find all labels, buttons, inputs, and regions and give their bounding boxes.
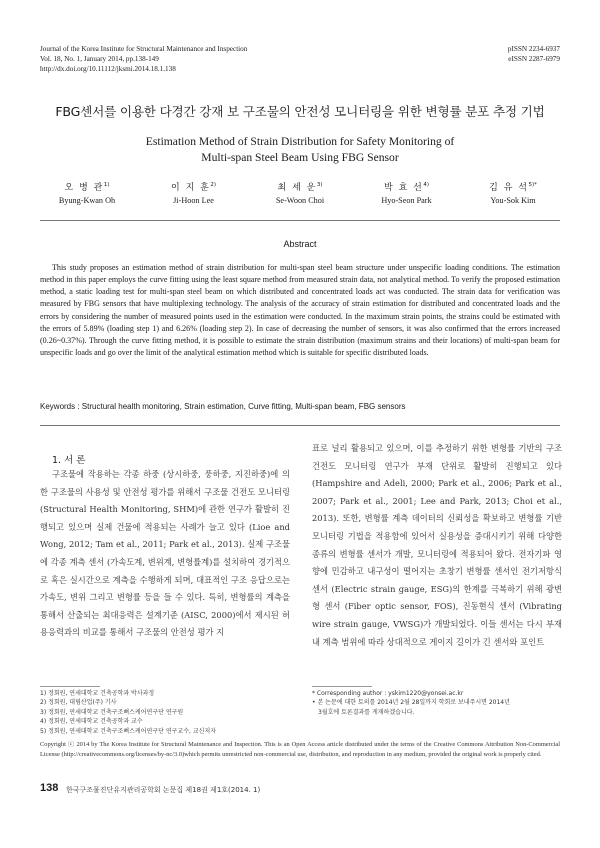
section-title: 1. 서 론 — [52, 455, 86, 466]
author — [358, 180, 456, 205]
eissn: eISSN 2287-6979 — [508, 55, 560, 64]
journal-name: Journal of the Korea Institute for Structural Maintenance and Inspection — [40, 45, 248, 53]
footnotes-left — [40, 686, 290, 736]
body-column-right — [312, 440, 562, 651]
footnote: • 본 논문에 대한 토의를 2014년 2월 28일까지 학회로 보내주시면 2014년 — [312, 699, 510, 707]
english-title-line1: Estimation Method of Strain Distribution for Safety Monitoring of — [145, 135, 455, 148]
author-name-ko: 최 세 운 — [277, 183, 317, 193]
footer-journal: 한국구조물진단유지관리공학회 논문집 제18권 제1호(2014. 1) — [66, 786, 261, 794]
footnote: 1) 정회원, 연세대학교 건축공학과 박사과정 — [40, 690, 155, 697]
author-name-en: Byung-Kwan Oh — [58, 196, 116, 205]
footnote: 5) 정회원, 연세대학교 건축구조뼈스케어연구단 연구교수, 교신저자 — [40, 727, 217, 735]
author-name-en: Ji-Hoon Lee — [173, 196, 214, 205]
corresponding-author: * Corresponding author : yskim1220@yonsei.ac.kr — [312, 690, 464, 697]
page-number: 138 — [40, 782, 59, 794]
footnote: 2) 정회원, 대림산업(주) 기사 — [40, 699, 117, 707]
paragraph: 표로 널리 활용되고 있으며, 이를 추정하기 위한 변형률 기반의 구조 건전도 모니터링 연구가 부재 단위로 활발히 진행되고 있다 (Hampshire and Adeli, 2000; Park et al., 2006; Park et al., 2007; Park et al., 2001; Lee and Park, 2013; Choi et al., 2013). 또한, 변형률 계측 데이터의 신뢰성을 확보하고 변형률 기반 모니터링 기법을 적용함에 있어서 실용성을 증대시키기 위해 다양한 종류의 변형률 센서가 개발, 모니터링에 적용되어 왔다. 전자기파 영향에 민감하고 내구성이 떨어지는 초창기 변형률 센서인 전기저항식 센서 (Electric strain gauge, ESG)의 한계를 극복하기 위해 광변형 센서 (Fiber optic sensor, FOS), 진동현식 센서 (Vibrating wire strain gauge, VWSG)가 개발되었다. 이들 센서는 다시 부재 내 계측 범위에 따라 상대적으로 게이지 길이가 긴 센서와 포인트 — [312, 443, 562, 647]
author-affiliation-mark: 3) — [316, 182, 323, 188]
abstract-heading: Abstract — [283, 239, 317, 249]
english-title-line2: Multi-span Steel Beam Using FBG Sensor — [201, 151, 399, 164]
footnote: 3) 정회원, 연세대학교 건축구조뼈스케어연구단 연구원 — [40, 708, 184, 716]
pissn: pISSN 2234-6937 — [507, 45, 560, 53]
body-column-left — [40, 466, 290, 642]
author — [251, 180, 349, 205]
author-affiliation-mark: 2) — [210, 182, 216, 188]
abstract-body: This study proposes an estimation method of strain distribution for multi-span steel beam structure under unspecific loading conditions. The estimation method in this paper employs the curve fitting using the least square method from measured strain data, not analytical method. To verify the proposed estimation method, a static loading test for multi-span steel beam on which distributed and concentrated loads act was conducted. The strain data for verification was measured by FBG sensors that have multiplexing technology. The analysis of the accuracy of strain estimation for distributed and concentrated loads and the errors by considering the number of measured points used in the estimation were conducted. In the maximum strain points, the strains could be estimated with the errors of 5.89% (loading step 1) and 6.26% (loading step 2). In case of decreasing the number of sensors, it was also confirmed that the errors increased (0.26~0.37%). Through the curve fitting method, it is possible to estimate the strain distribution (maximum strains and their locations) of multi-span beam for unspecific loads and go over the limit of the analytical estimation method which is suitable for specific distributed loads. — [40, 263, 560, 358]
footnote: 4) 정회원, 연세대학교 건축공학과 교수 — [40, 718, 143, 726]
author-name-ko: 김 유 석 — [489, 183, 529, 193]
korean-title: FBG센서를 이용한 다경간 강재 보 구조물의 안전성 모니터링을 위한 변형률 분포 추정 기법 — [55, 104, 545, 119]
author-name-ko: 오 병 관 — [64, 183, 104, 193]
author-affiliation-mark: 4) — [423, 182, 429, 188]
paragraph: 구조물에 작용하는 각종 하중 (상시하중, 풍하중, 지진하중)에 의한 구조물의 사용성 및 안전성 평가를 위해서 구조물 건전도 모니터링 (Structural Health Monitoring, SHM)에 관한 연구가 활발히 진행되고 있으며 실제 건물에 적용되는 사례가 늘고 있다 (Lioe and Wong, 2012; Tam et al., 2011; Park et al., 2013). 실제 구조물에 각종 계측 센서 (가속도계, 변위계, 변형률계)를 설치하여 경기적으로 혹은 실시간으로 계측을 수행하게 되며, 대표적인 구조 응답으로는 가속도, 변위 그리고 변형률 등을 들 수 있다. 특히, 변형률의 계측을 통해서 산출되는 최대응력은 설계기준 (AISC, 2000)에서 제시된 허용응력과의 비교를 통해서 구조물의 안전성 평가 지 — [40, 469, 290, 638]
english-title — [0, 134, 600, 166]
author — [464, 180, 562, 205]
keywords: Keywords : Structural health monitoring, Strain estimation, Curve fitting, Multi-span beam, FBG sensors — [40, 402, 406, 411]
author-name-en: Hyo-Seon Park — [381, 196, 432, 205]
author-name-ko: 박 효 선 — [384, 183, 424, 193]
divider — [40, 220, 560, 221]
footnotes-right — [312, 686, 562, 717]
footnote-rule — [312, 686, 372, 687]
author-affiliation-mark: 1) — [103, 182, 110, 188]
author-affiliation-mark: 5)* — [528, 182, 537, 188]
author-name-en: You-Sok Kim — [490, 196, 536, 205]
author-name-en: Se-Woon Choi — [275, 196, 325, 205]
divider — [40, 425, 560, 426]
doi-link[interactable]: http://dx.doi.org/10.11112/jksmi.2014.18.1.138 — [40, 65, 176, 74]
copyright-notice: Copyright ⓒ 2014 by The Korea Institute for Structural Maintenance and Inspection. This is an Open Access article distributed under the terms of the Creative Commons Attribution Non-Commercial License (http://creativecommons.org/licenses/by-nc/3.0)which permits unrestricted non-commercial use, distribution, and reproduction in any medium, provided the original work is properly cited. — [40, 741, 560, 758]
author — [145, 180, 243, 205]
issn-meta — [508, 44, 560, 64]
footnote-rule — [40, 686, 100, 687]
footnote: 3월호에 토론결과를 게재하겠습니다. — [318, 708, 415, 716]
author — [38, 180, 136, 205]
author-name-ko: 이 지 훈 — [171, 183, 211, 193]
journal-meta — [40, 44, 247, 75]
journal-volume: Vol. 18, No. 1, January 2014, pp.138-149 — [40, 55, 159, 64]
author-list — [38, 180, 562, 205]
